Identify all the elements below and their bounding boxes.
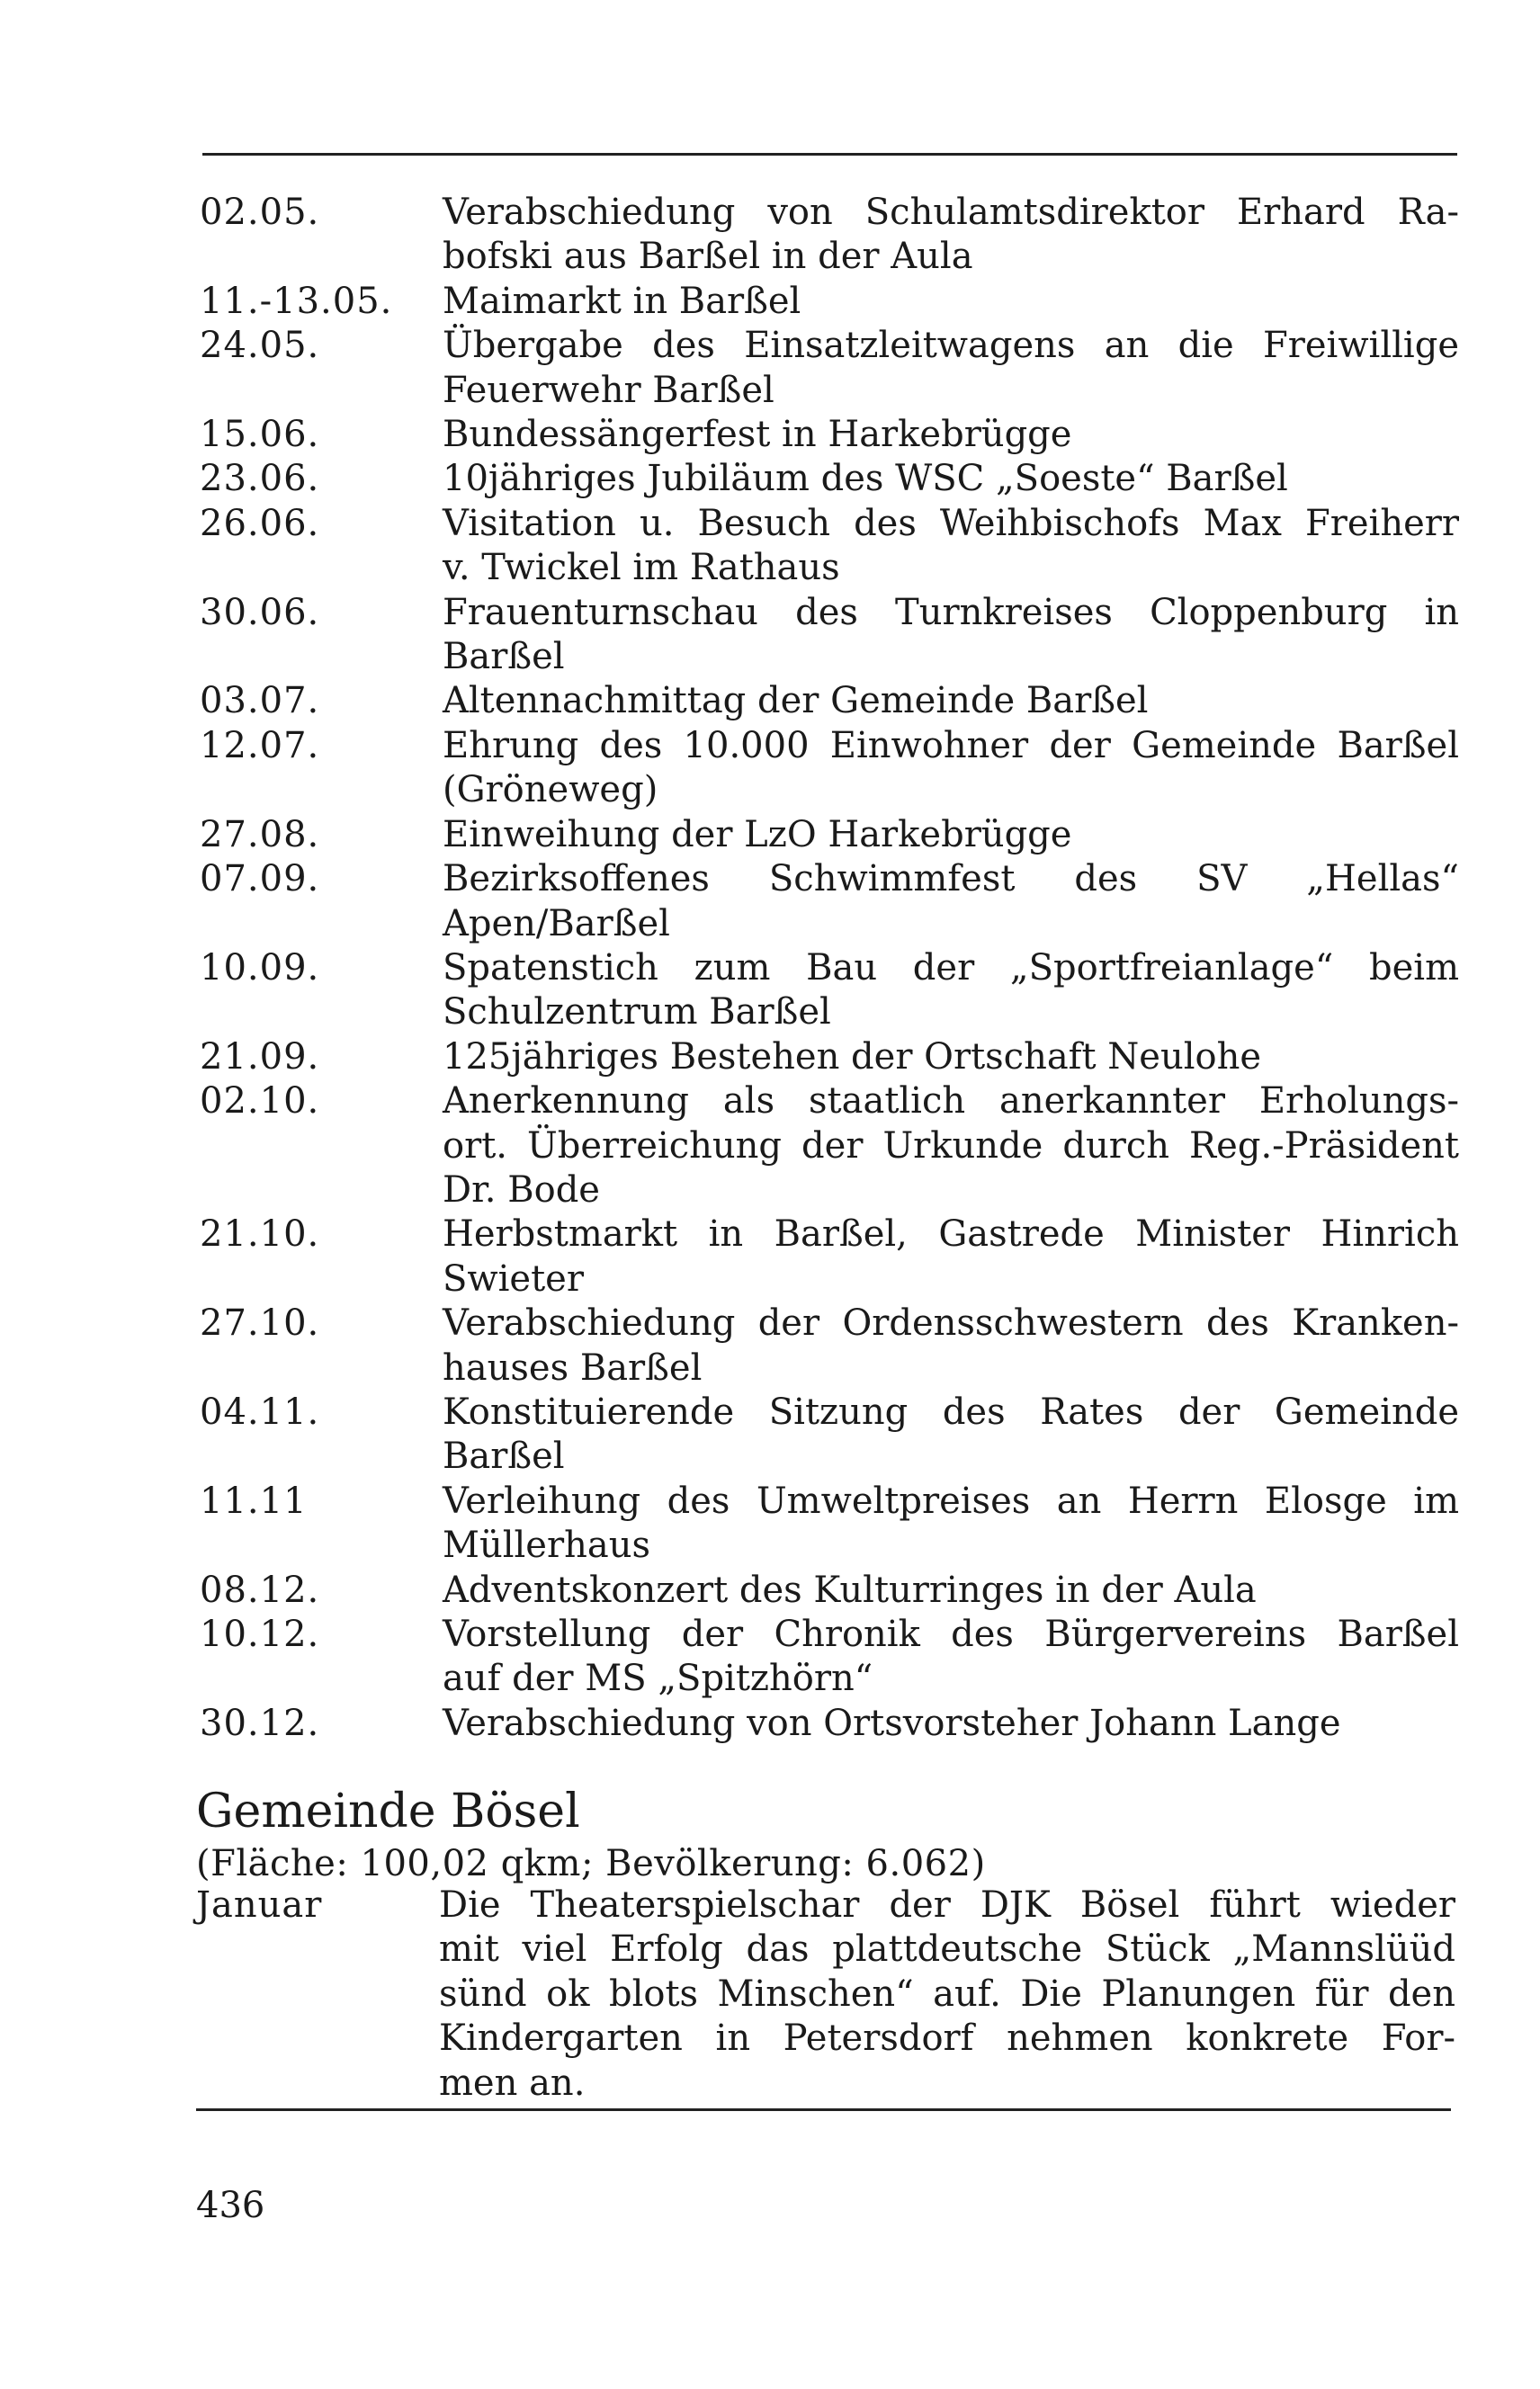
entry-date: 10.12. [200,1614,320,1655]
entry-text [443,1212,1459,1302]
entry-row [200,813,1459,857]
entry-text-line: hauses Barßel [443,1347,703,1389]
entry-text-line: Visitation u. Besuch des Weihbischofs Max Freiherr [443,502,1459,544]
entry-text-line: Feuerwehr Barßel [443,369,774,411]
entry-text-line: Schulzentrum Barßel [443,991,831,1033]
entry-text-line: Bundessängerfest in Harkebrügge [443,414,1072,456]
entry-date: 11.11 [200,1480,308,1522]
entry-text [443,413,1459,457]
entry-text-line: Müllerhaus [443,1525,650,1567]
bottom-rule [196,2108,1451,2111]
entry-date: 24.05. [200,325,320,367]
entry-text-line: bofski aus Barßel in der Aula [443,236,973,278]
entry-text-line: Verleihung des Umweltpreises an Herrn Elosge im [443,1480,1459,1522]
entry-text-line: Altennachmittag der Gemeinde Barßel [443,680,1149,722]
entry-text [443,1035,1459,1079]
entry-date: 04.11. [200,1391,320,1433]
entry-text-line: auf der MS „Spitzhörn“ [443,1658,873,1700]
section-entry [196,1883,1455,2106]
entry-row [200,1480,1459,1569]
entry-text [443,280,1459,324]
entry-date: 15.06. [200,414,320,456]
entry-date: 10.09. [200,946,320,989]
entry-text-line: (Gröneweg) [443,769,658,811]
entry-row [200,1212,1459,1302]
entry-row [200,1613,1459,1702]
entry-date: 21.10. [200,1213,320,1256]
entry-text-line: Anerkennung als staatlich anerkannter Erholungs- [443,1080,1459,1123]
entry-text [443,1391,1459,1480]
entry-text-line: mit viel Erfolg das plattdeutsche Stück „Mannslüüd [439,1928,1455,1971]
entry-text [443,591,1459,680]
entry-date: 08.12. [200,1569,320,1611]
entry-text-line: Frauenturnschau des Turnkreises Cloppenburg in [443,591,1459,633]
entry-text [443,813,1459,857]
entry-text-line: Swieter [443,1257,584,1300]
entry-text [443,1702,1459,1746]
entry-date: Januar [196,1884,323,1926]
entry-date: 27.10. [200,1302,320,1345]
entry-text-line: Maimarkt in Barßel [443,280,801,322]
entry-text-line: sünd ok blots Minschen“ auf. Die Planungen für den [439,1973,1455,2015]
entry-text-line: Konstituierende Sitzung des Rates der Gemeinde [443,1391,1459,1433]
entry-text [443,324,1459,413]
entry-text [443,1480,1459,1569]
entry-text [443,1302,1459,1391]
entry-row [200,591,1459,680]
entry-text-line: 125jähriges Bestehen der Ortschaft Neulohe [443,1035,1262,1078]
entry-text [443,457,1459,501]
entry-row [200,413,1459,457]
section-heading: Gemeinde Bösel [196,1785,580,1839]
page-number: 436 [196,2185,265,2226]
entry-text-line: 10jähriges Jubiläum des WSC „Soeste“ Barßel [443,458,1288,500]
entry-text-line: Apen/Barßel [443,902,670,944]
entry-text-line: Dr. Bode [443,1168,600,1211]
entry-date: 30.06. [200,591,320,633]
entry-date: 26.06. [200,502,320,544]
entry-row [200,679,1459,723]
entry-date: 30.12. [200,1702,320,1744]
entry-text-line: Vorstellung der Chronik des Bürgervereins Barßel [443,1614,1459,1655]
entry-text-line: Adventskonzert des Kulturringes in der Aula [443,1569,1257,1611]
entry-text-line: Verabschiedung von Schulamtsdirektor Erhard Ra- [443,192,1459,233]
entry-text [443,1079,1459,1212]
entry-text [439,1883,1455,2106]
entry-date: 12.07. [200,724,320,766]
entry-row [200,724,1459,813]
entry-row [200,1079,1459,1212]
entry-text-line: ort. Überreichung der Urkunde durch Reg.-Präsident [443,1124,1459,1167]
entry-text-line: Spatenstich zum Bau der „Sportfreianlage“ beim [443,946,1459,989]
entry-row [200,1702,1459,1746]
entry-text-line: Verabschiedung von Ortsvorsteher Johann Lange [443,1702,1341,1744]
entry-row [200,502,1459,591]
entry-text [443,1569,1459,1613]
entry-text [443,724,1459,813]
entry-text-line: Kindergarten in Petersdorf nehmen konkrete For- [439,2018,1455,2060]
entry-row [200,857,1459,946]
entry-text [443,502,1459,591]
entry-date: 21.09. [200,1035,320,1078]
chronicle-entries [200,191,1459,1746]
entry-row [200,1391,1459,1480]
entry-text-line: Ehrung des 10.000 Einwohner der Gemeinde Barßel [443,724,1459,766]
entry-text-line: Die Theaterspielschar der DJK Bösel führt wieder [439,1884,1455,1926]
entry-row [200,1035,1459,1079]
entry-date: 02.05. [200,192,320,233]
entry-row [200,191,1459,280]
entry-text [443,679,1459,723]
entry-text-line: Bezirksoffenes Schwimmfest des SV „Hellas“ [443,858,1459,900]
entry-row [200,946,1459,1035]
entry-date: 02.10. [200,1080,320,1123]
entry-date: 07.09. [200,858,320,900]
entry-date: 23.06. [200,458,320,500]
entry-row [200,280,1459,324]
entry-text-line: Verabschiedung der Ordensschwestern des Kranken- [443,1302,1459,1345]
entry-text-line: Barßel [443,1436,565,1478]
entry-text [443,1613,1459,1702]
entry-row [200,1302,1459,1391]
entry-text-line: men an. [439,2062,586,2104]
entry-date: 27.08. [200,813,320,855]
entry-text [443,857,1459,946]
entry-row [200,1569,1459,1613]
entry-date: 03.07. [200,680,320,722]
entry-text-line: Übergabe des Einsatzleitwagens an die Freiwillige [443,325,1459,367]
entry-text-line: Barßel [443,636,565,678]
entry-text-line: Herbstmarkt in Barßel, Gastrede Minister Hinrich [443,1213,1459,1256]
entry-row [200,457,1459,501]
entry-text-line: v. Twickel im Rathaus [443,547,840,589]
top-rule [202,153,1457,156]
entry-text [443,946,1459,1035]
entry-text [443,191,1459,280]
entry-date: 11.-13.05. [200,280,393,322]
entry-row [200,324,1459,413]
entry-text-line: Einweihung der LzO Harkebrügge [443,813,1072,855]
section-subheading: (Fläche: 100,02 qkm; Bevölkerung: 6.062) [196,1843,986,1884]
